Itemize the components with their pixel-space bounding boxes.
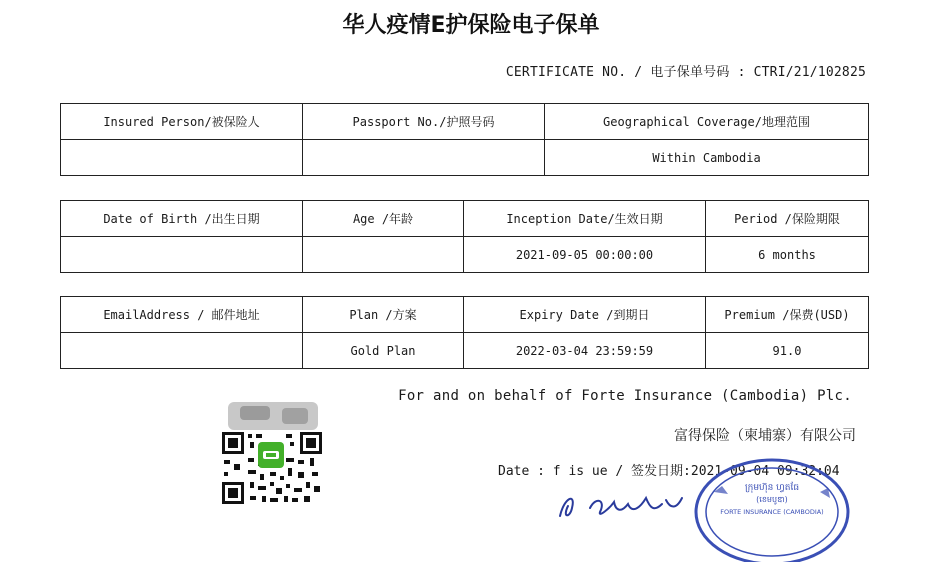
table-value-row [61,333,869,369]
signature-icon [550,478,690,522]
table-header-row [61,104,869,140]
company-seal-icon [692,452,852,562]
expiry-date-value: 2022-03-04 23:59:59 [464,333,706,369]
insured-person-value [61,140,303,176]
certificate-number: CERTIFICATE NO. / 电子保单号码 : CTRI/21/102825 [505,65,866,80]
passport-no-header: Passport No./护照号码 [303,104,545,140]
expiry-date-header: Expiry Date /到期日 [464,297,706,333]
behalf-statement: For and on behalf of Forte Insurance (Cambodia) Plc. [398,388,852,404]
table-header-row [61,201,869,237]
plan-value: Gold Plan [303,333,464,369]
inception-date-value: 2021-09-05 00:00:00 [464,237,706,273]
age-value [303,237,464,273]
geographical-coverage-value: Within Cambodia [545,140,869,176]
table-header-row [61,297,869,333]
table-value-row [61,140,869,176]
table-value-row [61,237,869,273]
premium-header: Premium /保费(USD) [706,297,869,333]
svg-text:ក្រុមហ៊ុន ហ្វតធែ: ក្រុមហ៊ុន ហ្វតធែ [744,483,800,493]
company-name-cn: 富得保险（柬埔寨）有限公司 [674,428,856,444]
qr-code-icon[interactable] [220,402,324,506]
insured-info-table [60,103,869,176]
premium-value: 91.0 [706,333,869,369]
geographical-coverage-header: Geographical Coverage/地理范围 [545,104,869,140]
issue-date: Date : f is ue / 签发日期:2021-09-04 09:32:04 [498,464,840,479]
inception-date-header: Inception Date/生效日期 [464,201,706,237]
insured-person-header: Insured Person/被保险人 [61,104,303,140]
date-of-birth-value [61,237,303,273]
period-value: 6 months [706,237,869,273]
plan-info-table [60,296,869,369]
plan-header: Plan /方案 [303,297,464,333]
document-title: 华人疫情E护保险电子保单 [342,13,600,38]
passport-no-value [303,140,545,176]
email-address-value [61,333,303,369]
stamp-text: FORTE INSURANCE (CAMBODIA) [720,508,824,516]
period-info-table [60,200,869,273]
svg-text:(ខេមបូឌា): (ខេមបូឌា) [756,495,788,504]
email-address-header: EmailAddress / 邮件地址 [61,297,303,333]
period-header: Period /保险期限 [706,201,869,237]
date-of-birth-header: Date of Birth /出生日期 [61,201,303,237]
age-header: Age /年龄 [303,201,464,237]
